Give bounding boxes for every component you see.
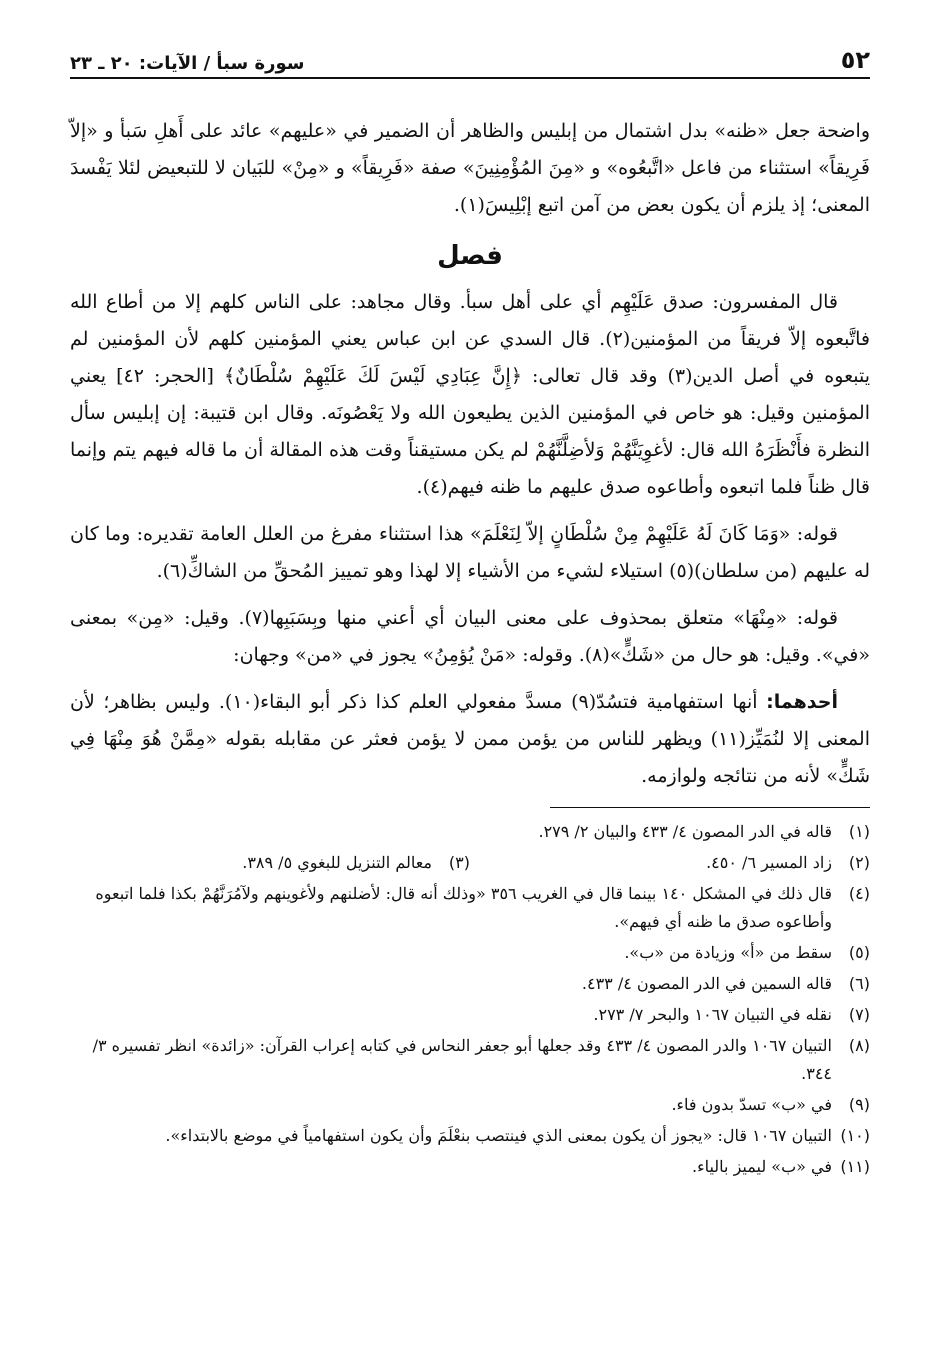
footnote-number: (١١) (840, 1157, 870, 1176)
paragraph-text: أنها استفهامية فتسُدّ(٩) مسدَّ مفعولي العلم كذا ذكر أبو البقاء(١٠). وليس بظاهر؛ لأن المعنى إلا لنُمَيِّز(١١) ويظهر للناس من يؤمن ممن لا يؤمن فعثر عن مقابله بقوله «مِمَّنْ هُوَ مِنْهَا فِي شَكٍّ» لأنه من نتائجه ولوازمه. (70, 691, 870, 787)
footnote-number: (٤) (848, 884, 870, 903)
footnote (70, 1091, 870, 1119)
footnote-text: في «ب» ليميز بالياء. (691, 1157, 832, 1176)
running-title: سورة سبأ / الآيات: ٢٠ ـ ٢٣ (70, 53, 305, 74)
footnote-text: نقله في التبيان ١٠٦٧ والبحر ٧/ ٢٧٣. (593, 1005, 832, 1024)
footnote-text: التبيان ١٠٦٧ قال: «يجوز أن يكون بمعنى الذي فينتصب بنعْلَمَ وأن يكون استفهامياً في موضع بالابتداء». (165, 1126, 832, 1145)
footnote-number: (١) (848, 822, 870, 841)
footnotes (70, 818, 870, 1181)
footnote-text: في «ب» تسدّ بدون فاء. (671, 1095, 832, 1114)
book-page (70, 40, 870, 1184)
footnote-number: (٥) (848, 943, 870, 962)
footnote (70, 939, 870, 967)
paragraph (70, 684, 870, 795)
footnote (70, 1153, 870, 1181)
footnote-text: التبيان ١٠٦٧ والدر المصون ٤/ ٤٣٣ وقد جعلها أبو جعفر النحاس في كتابه إعراب القرآن: «زائدة» انظر تفسيره ٣/ ٣٤٤. (92, 1036, 832, 1083)
footnote (70, 849, 470, 877)
paragraph: قوله: «وَمَا كَانَ لَهُ عَلَيْهِمْ مِنْ سُلْطَانٍ إلاّ لِنَعْلَمَ» هذا استثناء مفرغ من العلل العامة تقديره: وما كان له عليهم (من سلطان)(٥) استيلاء لشيء من الأشياء إلا لهذا وهو تمييز المُحقِّ من الشاكِّ(٦). (70, 523, 870, 582)
footnote-text: قال ذلك في المشكل ١٤٠ بينما قال في الغريب ٣٥٦ «وذلك أنه قال: لأضلنهم ولأغوينهم ولآمُرَنَّهُمْ بكذا فلما اتبعوه وأطاعوه صدق ما ظنه أي فيهم». (95, 884, 832, 931)
footnote-number: (٦) (848, 974, 870, 993)
footnote (70, 1122, 870, 1150)
footnote-number: (١٠) (840, 1126, 870, 1145)
footnote-pair (70, 849, 870, 877)
footnote-number: (٢) (848, 853, 870, 872)
footnote-number: (٣) (448, 853, 470, 872)
running-header (70, 40, 870, 79)
section-heading: فصل (437, 241, 503, 271)
footnote-text: معالم التنزيل للبغوي ٥/ ٣٨٩. (242, 853, 432, 872)
paragraph: واضحة جعل «ظنه» بدل اشتمال من إبليس والظاهر أن الضمير في «عليهم» عائد على أَهلِ سَبأ و «إلاّ فَرِيقاً» استثناء من فاعل «اتَّبعُوه» و «مِنَ المُؤْمِنِينَ» صفة «فَرِيقاً» و «مِنْ» للبَيان لا للتبعيض لئلا يَفْسدَ المعنى؛ إذ يلزم أن يكون بعض من آمن اتبع إبْلِيسَ(١). (70, 120, 870, 216)
footnote (70, 970, 870, 998)
footnote (70, 1032, 870, 1088)
footnote-separator (550, 807, 870, 808)
footnote (70, 818, 870, 846)
footnote (70, 1001, 870, 1029)
paragraph-lead: أحدهما: (766, 691, 838, 713)
paragraph: قال المفسرون: صدق عَلَيْهِم أي على أهل سبأ. وقال مجاهد: على الناس كلهم إلا من أطاع الله فاتَّبعوه إلاّ فريقاً من المؤمنين(٢). قال السدي عن ابن عباس يعني المؤمنين كلهم لأن المؤمنين لم يتبعوه في أصل الدين(٣) وقد قال تعالى: ﴿إِنَّ عِبَادِي لَيْسَ لَكَ عَلَيْهِمْ سُلْطَانٌ﴾ [الحجر: ٤٢] يعني المؤمنين وقيل: هو خاص في المؤمنين الذين يطيعون الله ولا يَعْصُونَه. وقال ابن قتيبة: إن إبليس سأل النظرة فأَنْظَرَهُ الله قال: لأغوِيَنَّهُمْ وَلأضِلَّنَّهُمْ لم يكن مستيقناً وقت هذه المقالة أن ما قاله فيهم يتم وإنما قال ظناً فلما اتبعوه وأطاعوه صدق عليهم ما ظنه فيهم(٤). (70, 291, 870, 498)
footnote-number: (٩) (848, 1095, 870, 1114)
footnote-text: قاله في الدر المصون ٤/ ٤٣٣ والبيان ٢/ ٢٧٩. (538, 822, 832, 841)
footnote-number: (٨) (848, 1036, 870, 1055)
footnote (70, 880, 870, 936)
footnote (470, 849, 870, 877)
footnote-number: (٧) (848, 1005, 870, 1024)
footnote-text: قاله السمين في الدر المصون ٤/ ٤٣٣. (581, 974, 832, 993)
main-text (70, 113, 870, 795)
paragraph: قوله: «مِنْهَا» متعلق بمحذوف على معنى البيان أي أعني منها وبِسَبَبِها(٧). وقيل: «مِن» بمعنى «في». وقيل: هو حال من «شَكٍّ»(٨). وقوله: «مَنْ يُؤمِنُ» يجوز في «من» وجهان: (70, 607, 870, 666)
page-number: ٥٢ (840, 46, 870, 74)
footnote-text: سقط من «أ» وزيادة من «ب». (624, 943, 832, 962)
footnote-text: زاد المسير ٦/ ٤٥٠. (706, 853, 832, 872)
